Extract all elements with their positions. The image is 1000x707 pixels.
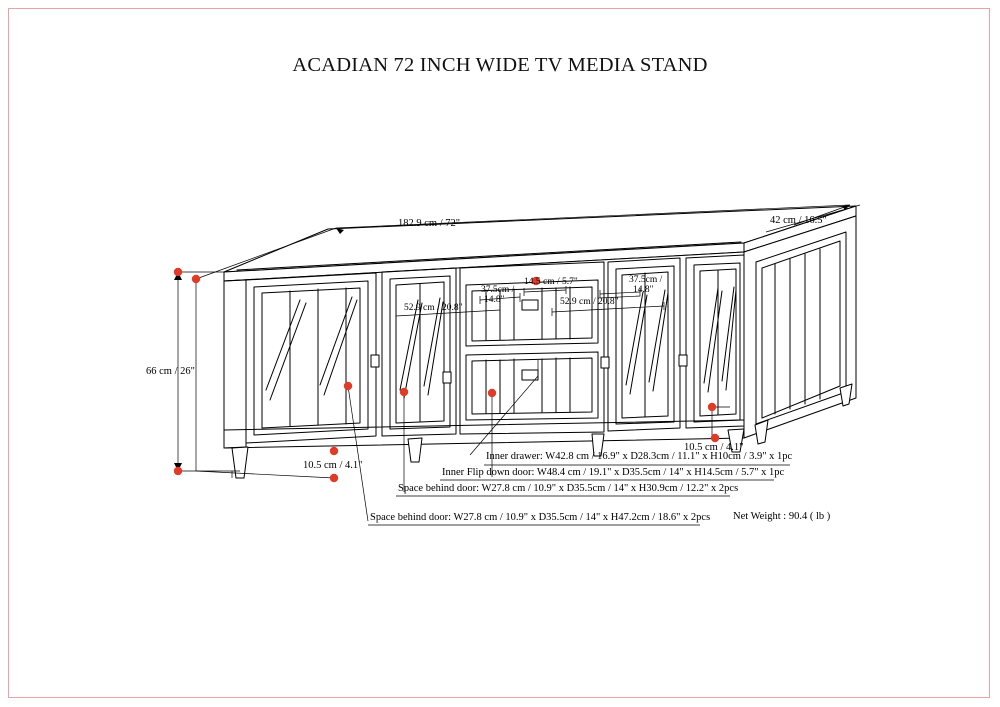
net-weight-label: Net Weight : 90.4 ( lb ) — [733, 511, 831, 522]
left-center-door-handle — [443, 372, 451, 383]
right-center-door-handle — [601, 357, 609, 368]
dimension-inner-mid-left-line2: 14.8" — [484, 295, 505, 305]
dimension-depth-top-right: 42 cm / 16.5" — [770, 215, 827, 226]
dimension-leg-height-left: 10.5 cm / 4.1" — [303, 460, 363, 471]
dimension-inner-mid-right-line1: 37.5cm / — [629, 275, 663, 285]
dimension-leg-height-right: 10.5 cm / 4.1" — [684, 442, 744, 453]
right-door-handle — [679, 355, 687, 366]
page-title: ACADIAN 72 INCH WIDE TV MEDIA STAND — [292, 54, 708, 76]
dimension-inner-mid-right-line2: 14.8" — [633, 285, 654, 295]
left-door-handle — [371, 355, 379, 367]
callout-space-behind-door-upper: Space behind door: W27.8 cm / 10.9" x D35.5cm / 14" x H30.9cm / 12.2" x 2pcs — [398, 483, 739, 494]
dimension-inner-mid-left-line1: 37.5cm / — [481, 285, 515, 295]
cabinet-front-face — [224, 252, 744, 448]
cabinet-right-side — [744, 216, 856, 438]
callout-inner-flip-down-door: Inner Flip down door: W48.4 cm / 19.1" x D35.5cm / 14" x H14.5cm / 5.7" x 1pc — [442, 467, 785, 478]
dimension-inner-mid-center: 14.5 cm / 5.7" — [524, 277, 578, 287]
callout-inner-drawer: Inner drawer: W42.8 cm / 16.9" x D28.3cm / 11.1" x H10cm / 3.9" x 1pc — [486, 451, 793, 462]
dimension-width-top: 182.9 cm / 72" — [398, 218, 461, 229]
dimension-inner-right-width: 52.9 cm / 20.8" — [560, 297, 619, 307]
callout-space-behind-door-lower: Space behind door: W27.8 cm / 10.9" x D35.5cm / 14" x H47.2cm / 18.6" x 2pcs — [370, 512, 711, 523]
dimension-height-left: 66 cm / 26" — [146, 366, 195, 377]
dimension-inner-left-width: 52.9 cm / 20.8" — [404, 303, 463, 313]
